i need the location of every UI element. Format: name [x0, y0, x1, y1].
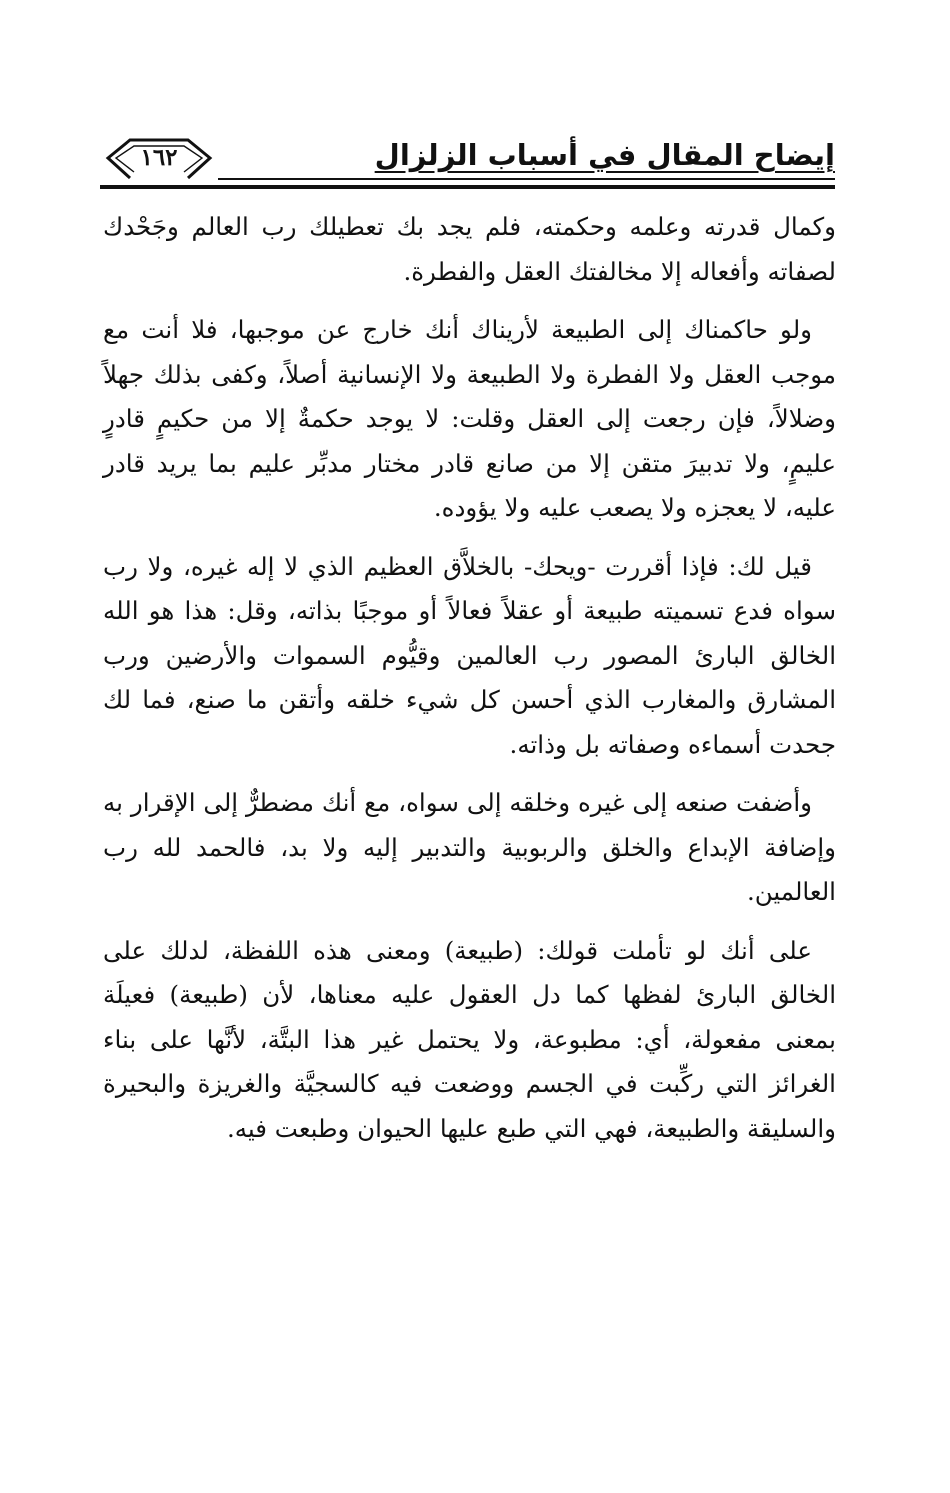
- paragraph-4: وأضفت صنعه إلى غيره وخلقه إلى سواه، مع أنك مضطرٌّ إلى الإقرار به وإضافة الإبداع والخلق والربوبية والتدبير إليه ولا بد، فالحمد لله رب العالمين.: [103, 788, 836, 906]
- paragraph-5: على أنك لو تأملت قولك: (طبيعة) ومعنى هذه اللفظة، لدلك على الخالق البارئ لفظها كما دل العقول عليه معناها، لأن (طبيعة) فعيلَة بمعنى مفعولة، أي: مطبوعة، ولا يحتمل غير هذا البتَّة، لأنَّها على بناء الغرائز التي ركِّبت في الجسم ووضعت فيه كالسجيَّة والغريزة والبحيرة والسليقة والطبيعة، فهي التي طبع عليها الحيوان وطبعت فيه.: [103, 935, 836, 1143]
- paragraph-1: وكمال قدرته وعلمه وحكمته، فلم يجد بك تعطيلك رب العالم وجَحْدك لصفاته وأفعاله إلا مخالفتك العقل والفطرة.: [103, 212, 836, 286]
- body-text: [103, 205, 836, 1165]
- running-header: [100, 132, 835, 188]
- page-number-badge: [100, 132, 218, 188]
- paragraph-2: ولو حاكمناك إلى الطبيعة لأريناك أنك خارج عن موجبها، فلا أنت مع موجب العقل ولا الفطرة ولا الطبيعة ولا الإنسانية أصلاً، وكفى بذلك جهلاً وضلالاً، فإن رجعت إلى العقل وقلت: لا يوجد حكمةٌ إلا من حكيمٍ قادرٍ عليمٍ، ولا تدبيرَ متقن إلا من صانع قادر مختار مدبِّر عليم بما يريد قادر عليه، لا يعجزه ولا يصعب عليه ولا يؤوده.: [103, 315, 836, 522]
- running-header-title: إيضاح المقال في أسباب الزلزال: [374, 138, 835, 172]
- header-rule-thick: [100, 185, 835, 189]
- paragraph-3: قيل لك: فإذا أقررت -ويحك- بالخلاَّق العظيم الذي لا إله غيره، ولا رب سواه فدع تسميته طبيعة أو عقلاً فعالاً أو موجبًا بذاته، وقل: هذا هو الله الخالق البارئ المصور رب العالمين وقيُّوم السموات والأرضين ورب المشارق والمغارب الذي أحسن كل شيء خلقه وأتقن ما صنع، فما لك جحدت أسماءه وصفاته بل وذاته.: [103, 551, 836, 759]
- page-number: ١٦٢: [140, 144, 178, 171]
- header-rule: [218, 178, 835, 180]
